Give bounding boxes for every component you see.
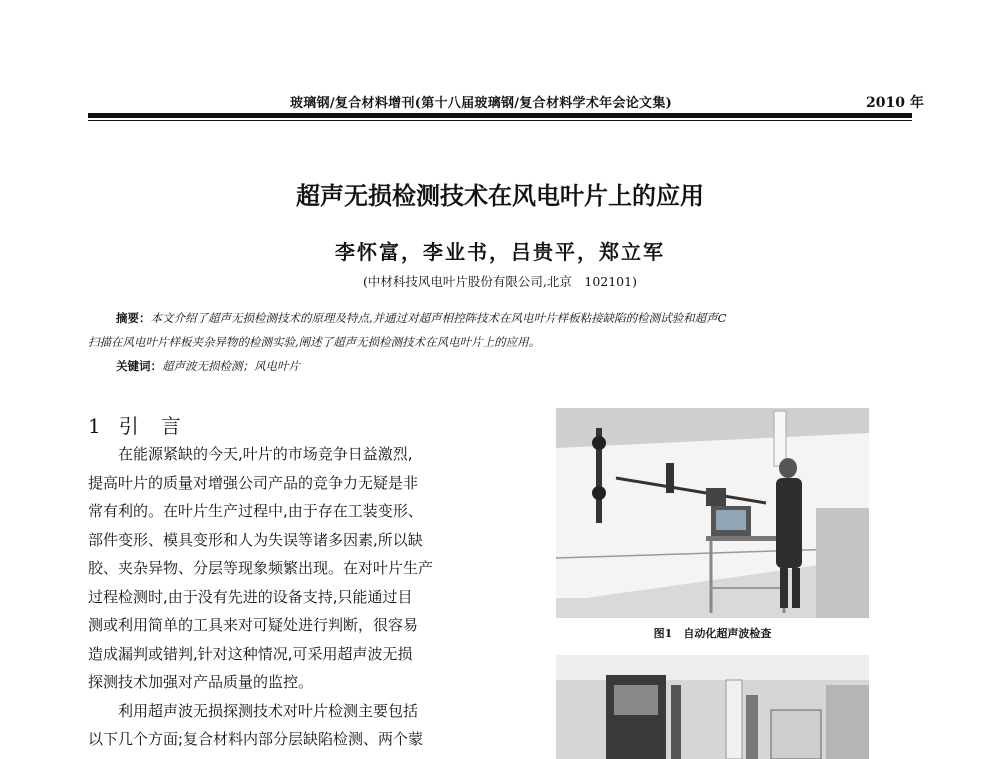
header-rule-thin [88, 120, 912, 121]
body-line: 利用超声波无损探测技术对叶片检测主要包括 [118, 701, 419, 720]
paragraph-1 [88, 440, 488, 697]
inspection-photo-illustration [556, 408, 869, 618]
body-line: 胶、夹杂异物、分层等现象频繁出现。在对叶片生产 [88, 559, 434, 577]
abstract-line-1 [88, 306, 914, 330]
figure-1-photo [556, 408, 869, 618]
figure-2-photo [556, 655, 869, 759]
body-line: 提高叶片的质量对增强公司产品的竞争力无疑是非 [88, 473, 419, 492]
journal-year: 2010 年 [866, 95, 924, 111]
abstract-label: 摘要： [116, 311, 151, 325]
section-title-2: 言 [160, 414, 181, 438]
figure-1-caption: 图1 自动化超声波检查 [653, 627, 772, 640]
paper-title: 超声无损检测技术在风电叶片上的应用 [296, 182, 704, 210]
keywords-text: 超声波无损检测；风电叶片 [162, 359, 300, 373]
section-number: 1 [88, 414, 101, 438]
keywords-label: 关键词： [116, 359, 162, 373]
body-line: 常有利的。在叶片生产过程中,由于存在工装变形、 [88, 502, 423, 520]
abstract [88, 306, 914, 354]
body-line: 造成漏判或错判,针对这种情况,可采用超声波无损 [88, 644, 413, 663]
header-rule-thick [88, 113, 912, 118]
body-line: 测或利用简单的工具来对可疑处进行判断，很容易 [88, 616, 419, 634]
abstract-text-1: 本文介绍了超声无损检测技术的原理及特点,并通过对超声相控阵技术在风电叶片样板粘接缺陷的检测试验和超声C [150, 311, 727, 325]
body-line: 部件变形、模具变形和人为失误等诸多因素,所以缺 [88, 530, 423, 549]
body-line: 过程检测时,由于没有先进的设备支持,只能通过目 [88, 587, 413, 606]
journal-header: 玻璃钢/复合材料增刊(第十八届玻璃钢/复合材料学术年会论文集) [290, 96, 673, 111]
paper-authors: 李怀富，李业书，吕贵平，郑立军 [335, 240, 665, 264]
paragraph-2 [88, 697, 488, 754]
abstract-text-2: 扫描在风电叶片样板夹杂异物的检测实验,阐述了超声无损检测技术在风电叶片上的应用。 [88, 335, 541, 349]
equipment-photo-illustration [556, 655, 869, 759]
section-title-1: 引 [118, 414, 139, 438]
body-line: 探测技术加强对产品质量的监控。 [88, 673, 314, 691]
section-heading [88, 410, 181, 439]
body-line: 以下几个方面;复合材料内部分层缺陷检测、两个蒙 [88, 730, 424, 748]
paper-affiliation: (中材科技风电叶片股份有限公司,北京 102101) [363, 274, 637, 289]
body-text [88, 440, 488, 754]
keywords [116, 358, 300, 374]
body-line: 在能源紧缺的今天,叶片的市场竞争日益激烈, [118, 445, 413, 463]
